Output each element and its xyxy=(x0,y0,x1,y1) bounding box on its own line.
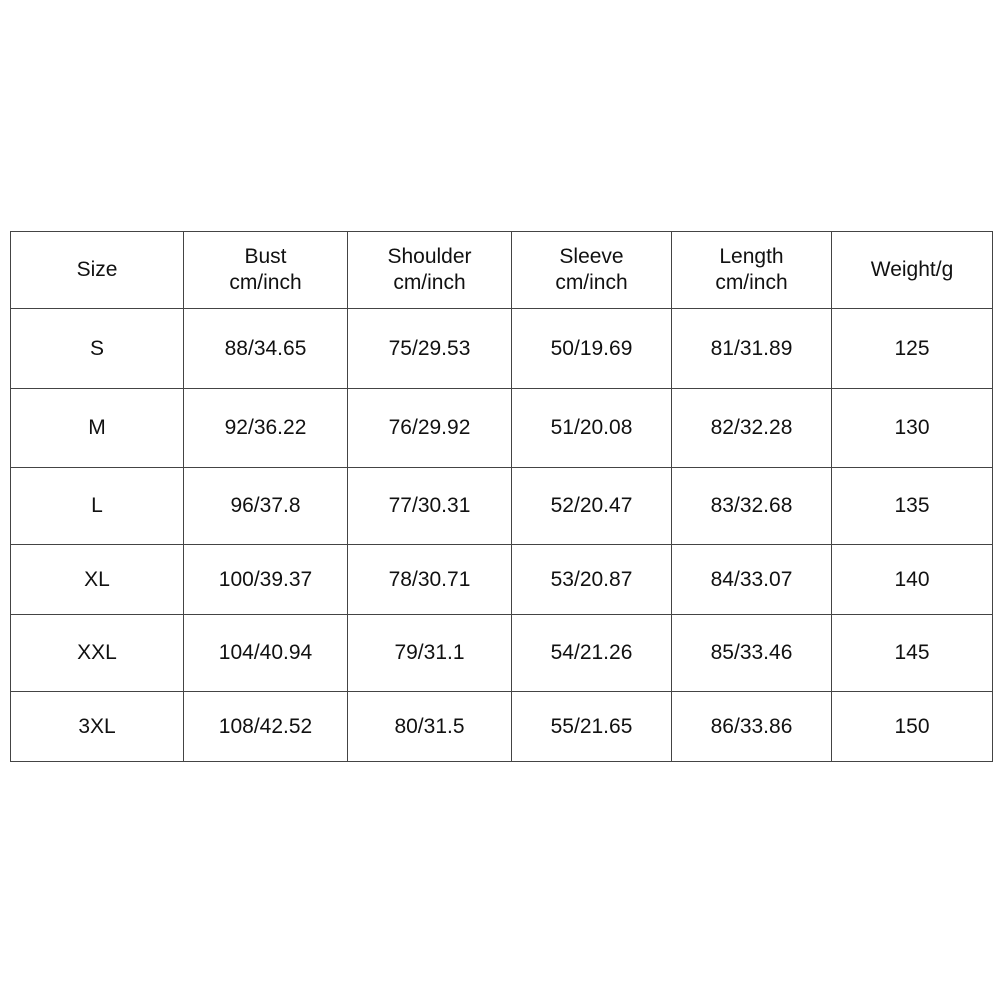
cell-shoulder: 79/31.1 xyxy=(348,615,512,692)
cell-shoulder: 80/31.5 xyxy=(348,692,512,762)
cell-shoulder: 76/29.92 xyxy=(348,389,512,468)
cell-bust: 88/34.65 xyxy=(184,309,348,389)
cell-size: M xyxy=(11,389,184,468)
header-weight: Weight/g xyxy=(832,232,993,309)
header-bust: Bust cm/inch xyxy=(184,232,348,309)
cell-length: 85/33.46 xyxy=(672,615,832,692)
cell-size: L xyxy=(11,468,184,545)
cell-bust: 104/40.94 xyxy=(184,615,348,692)
table-row xyxy=(11,389,993,468)
header-sleeve: Sleeve cm/inch xyxy=(512,232,672,309)
cell-shoulder: 78/30.71 xyxy=(348,545,512,615)
cell-weight: 140 xyxy=(832,545,993,615)
cell-size: 3XL xyxy=(11,692,184,762)
cell-shoulder: 77/30.31 xyxy=(348,468,512,545)
cell-weight: 125 xyxy=(832,309,993,389)
cell-shoulder: 75/29.53 xyxy=(348,309,512,389)
cell-sleeve: 54/21.26 xyxy=(512,615,672,692)
header-shoulder: Shoulder cm/inch xyxy=(348,232,512,309)
cell-size: S xyxy=(11,309,184,389)
cell-bust: 108/42.52 xyxy=(184,692,348,762)
table-row xyxy=(11,468,993,545)
cell-size: XXL xyxy=(11,615,184,692)
header-length: Length cm/inch xyxy=(672,232,832,309)
cell-length: 82/32.28 xyxy=(672,389,832,468)
cell-sleeve: 55/21.65 xyxy=(512,692,672,762)
cell-sleeve: 50/19.69 xyxy=(512,309,672,389)
cell-weight: 130 xyxy=(832,389,993,468)
table-row xyxy=(11,309,993,389)
cell-length: 81/31.89 xyxy=(672,309,832,389)
table-row xyxy=(11,692,993,762)
size-chart-table xyxy=(10,231,993,762)
header-size: Size xyxy=(11,232,184,309)
cell-length: 86/33.86 xyxy=(672,692,832,762)
table-row xyxy=(11,615,993,692)
cell-bust: 92/36.22 xyxy=(184,389,348,468)
cell-length: 84/33.07 xyxy=(672,545,832,615)
table-header-row xyxy=(11,232,993,309)
cell-bust: 96/37.8 xyxy=(184,468,348,545)
cell-weight: 150 xyxy=(832,692,993,762)
cell-sleeve: 51/20.08 xyxy=(512,389,672,468)
cell-bust: 100/39.37 xyxy=(184,545,348,615)
cell-weight: 135 xyxy=(832,468,993,545)
cell-weight: 145 xyxy=(832,615,993,692)
table-row xyxy=(11,545,993,615)
cell-sleeve: 53/20.87 xyxy=(512,545,672,615)
cell-size: XL xyxy=(11,545,184,615)
cell-sleeve: 52/20.47 xyxy=(512,468,672,545)
cell-length: 83/32.68 xyxy=(672,468,832,545)
